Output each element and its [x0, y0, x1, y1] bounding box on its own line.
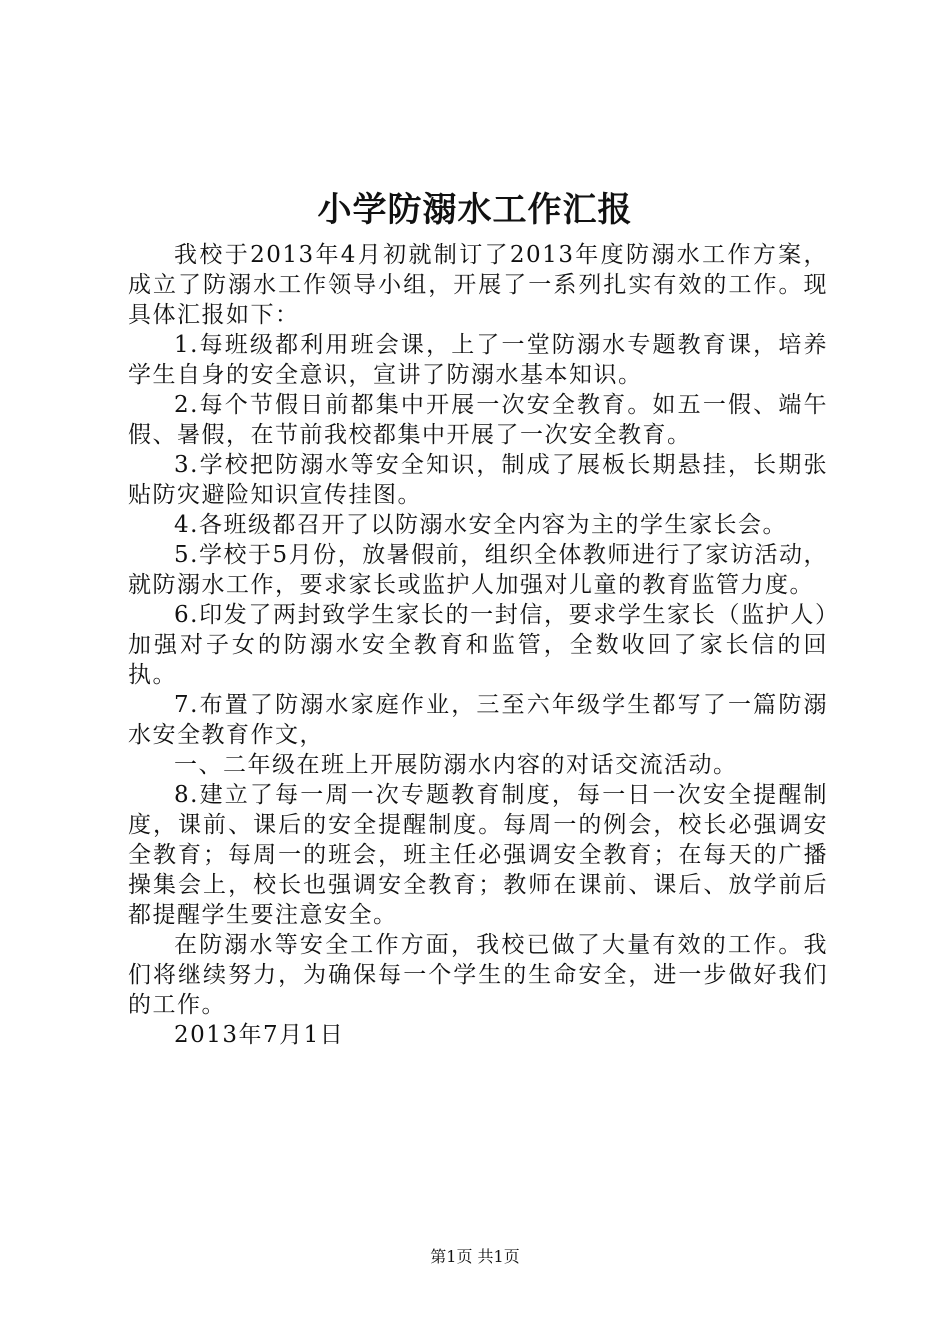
item-paragraph-7-continued: 一、二年级在班上开展防溺水内容的对话交流活动。: [174, 752, 738, 778]
item-paragraph-8: 8.建立了每一周一次专题教育制度，每一日一次安全提醒制度，课前、课后的安全提醒制度。每周一的例会，校长必强调安全教育；每周一的班会，班主任必强调安全教育；在每天的广播操集会上，校长也强调安全教育；教师在课前、课后、放学前后都提醒学生要注意安全。: [128, 782, 828, 928]
document-body: [128, 240, 828, 1050]
date-line: 2013年7月1日: [174, 1022, 345, 1048]
closing-paragraph: 在防溺水等安全工作方面，我校已做了大量有效的工作。我们将继续努力，为确保每一个学生的生命安全，进一步做好我们的工作。: [128, 932, 828, 1018]
item-paragraph-4: 4.各班级都召开了以防溺水安全内容为主的学生家长会。: [174, 512, 787, 538]
item-paragraph-3: 3.学校把防溺水等安全知识，制成了展板长期悬挂，长期张贴防灾避险知识宣传挂图。: [128, 452, 828, 508]
item-paragraph-6: 6.印发了两封致学生家长的一封信，要求学生家长（监护人）加强对子女的防溺水安全教育和监管，全数收回了家长信的回执。: [128, 602, 828, 688]
document-title: 小学防溺水工作汇报: [317, 190, 633, 230]
item-paragraph-2: 2.每个节假日前都集中开展一次安全教育。如五一假、端午假、暑假，在节前我校都集中开展了一次安全教育。: [128, 392, 828, 448]
item-paragraph-7: 7.布置了防溺水家庭作业，三至六年级学生都写了一篇防溺水安全教育作文，: [128, 692, 828, 748]
item-paragraph-5: 5.学校于5月份，放暑假前，组织全体教师进行了家访活动，就防溺水工作，要求家长或监护人加强对儿童的教育监管力度。: [128, 542, 828, 598]
page-footer: 第1页 共1页: [430, 1247, 520, 1266]
item-paragraph-1: 1.每班级都利用班会课，上了一堂防溺水专题教育课，培养学生自身的安全意识，宣讲了防溺水基本知识。: [128, 332, 828, 388]
intro-paragraph: 我校于2013年4月初就制订了2013年度防溺水工作方案，成立了防溺水工作领导小组，开展了一系列扎实有效的工作。现具体汇报如下：: [128, 242, 828, 328]
